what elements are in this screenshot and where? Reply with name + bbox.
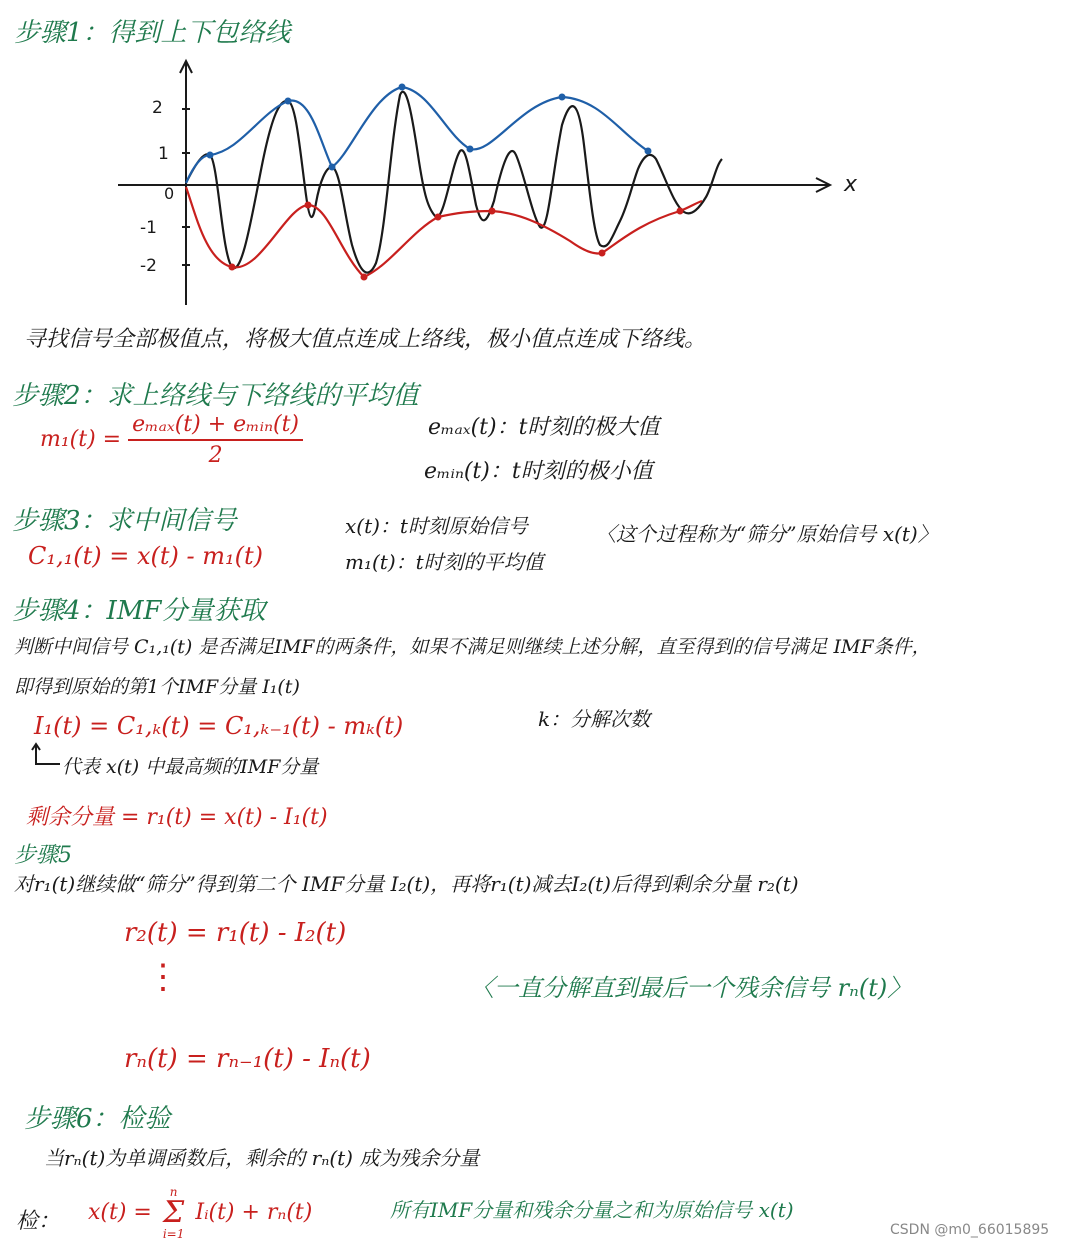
arrow-icon bbox=[30, 742, 64, 772]
step5-formula-2: rₙ(t) = rₙ₋₁(t) - Iₙ(t) bbox=[124, 1044, 371, 1074]
step5-title: 步骤5 bbox=[14, 843, 72, 868]
step4-arrow-note: 代表 x(t) 中最高频的IMF分量 bbox=[62, 756, 319, 778]
step6-check-note: 所有IMF分量和残余分量之和为原始信号 x(t) bbox=[390, 1198, 794, 1222]
step2-note-emax: eₘₐₓ(t)：t时刻的极大值 bbox=[428, 415, 660, 440]
step6-check-lhs: x(t) = bbox=[88, 1200, 152, 1225]
step4-paragraph-2: 即得到原始的第1个IMF分量 I₁(t) bbox=[14, 676, 300, 698]
sum-upper-limit: n bbox=[169, 1185, 178, 1199]
step4-residual: 剩余分量 = r₁(t) = x(t) - I₁(t) bbox=[26, 805, 328, 830]
step6-check-formula bbox=[88, 1186, 312, 1240]
step2-formula-denominator: 2 bbox=[208, 443, 223, 468]
y-tick-label: -2 bbox=[140, 256, 157, 276]
step6-check-label: 检： bbox=[16, 1209, 61, 1234]
step3-title: 步骤3：求中间信号 bbox=[12, 506, 237, 536]
sum-lower-limit: i=1 bbox=[162, 1227, 185, 1241]
step2-note-emin: eₘᵢₙ(t)：t时刻的极小值 bbox=[424, 459, 653, 484]
summation bbox=[163, 1186, 185, 1240]
step6-check-rhs: Iᵢ(t) + rₙ(t) bbox=[195, 1200, 313, 1225]
step1-title: 步骤1：得到上下包络线 bbox=[14, 18, 291, 48]
x-axis-label: x bbox=[844, 172, 858, 197]
step2-formula-lhs: m₁(t) = bbox=[40, 427, 122, 452]
step4-k-note: k：分解次数 bbox=[538, 707, 651, 731]
step6-title: 步骤6：检验 bbox=[24, 1104, 171, 1134]
step5-dots: ⋮ bbox=[146, 957, 180, 997]
step4-title: 步骤4：IMF分量获取 bbox=[12, 596, 266, 626]
step2-title: 步骤2：求上络线与下络线的平均值 bbox=[12, 381, 419, 411]
step1-description: 寻找信号全部极值点，将极大值点连成上络线，极小值点连成下络线。 bbox=[24, 327, 707, 352]
y-tick-label: 0 bbox=[164, 184, 175, 203]
y-tick-label: 1 bbox=[158, 144, 169, 164]
step5-paragraph: 对r₁(t)继续做“筛分”得到第二个 IMF分量 I₂(t)，再将r₁(t)减去I₂(t)后得到剩余分量 r₂(t) bbox=[14, 872, 799, 896]
envelope-sketch bbox=[100, 55, 858, 315]
sigma-symbol: Σ bbox=[163, 1195, 185, 1230]
y-tick-label: -1 bbox=[140, 218, 157, 238]
step3-remark: 〈这个过程称为“筛分”原始信号 x(t)〉 bbox=[596, 522, 938, 546]
step6-paragraph: 当rₙ(t)为单调函数后，剩余的 rₙ(t) 成为残余分量 bbox=[44, 1146, 480, 1170]
step3-note-x: x(t)：t时刻原始信号 bbox=[345, 514, 528, 538]
step4-formula: I₁(t) = C₁,ₖ(t) = C₁,ₖ₋₁(t) - mₖ(t) bbox=[34, 712, 404, 740]
step2-formula bbox=[40, 412, 303, 468]
step5-remark: 〈一直分解直到最后一个残余信号 rₙ(t)〉 bbox=[470, 974, 912, 1002]
step3-note-m: m₁(t)：t时刻的平均值 bbox=[345, 550, 544, 574]
step5-formula-1: r₂(t) = r₁(t) - I₂(t) bbox=[124, 918, 347, 948]
step4-paragraph-1: 判断中间信号 C₁,₁(t) 是否满足IMF的两条件，如果不满足则继续上述分解，直至得到的信号满足 IMF条件， bbox=[14, 636, 931, 658]
upper-envelope bbox=[186, 87, 648, 183]
step3-formula: C₁,₁(t) = x(t) - m₁(t) bbox=[28, 542, 263, 570]
y-tick-label: 2 bbox=[152, 98, 163, 118]
watermark: CSDN @m0_66015895 bbox=[890, 1222, 1050, 1238]
step2-formula-numerator: eₘₐₓ(t) + eₘᵢₙ(t) bbox=[128, 412, 303, 441]
